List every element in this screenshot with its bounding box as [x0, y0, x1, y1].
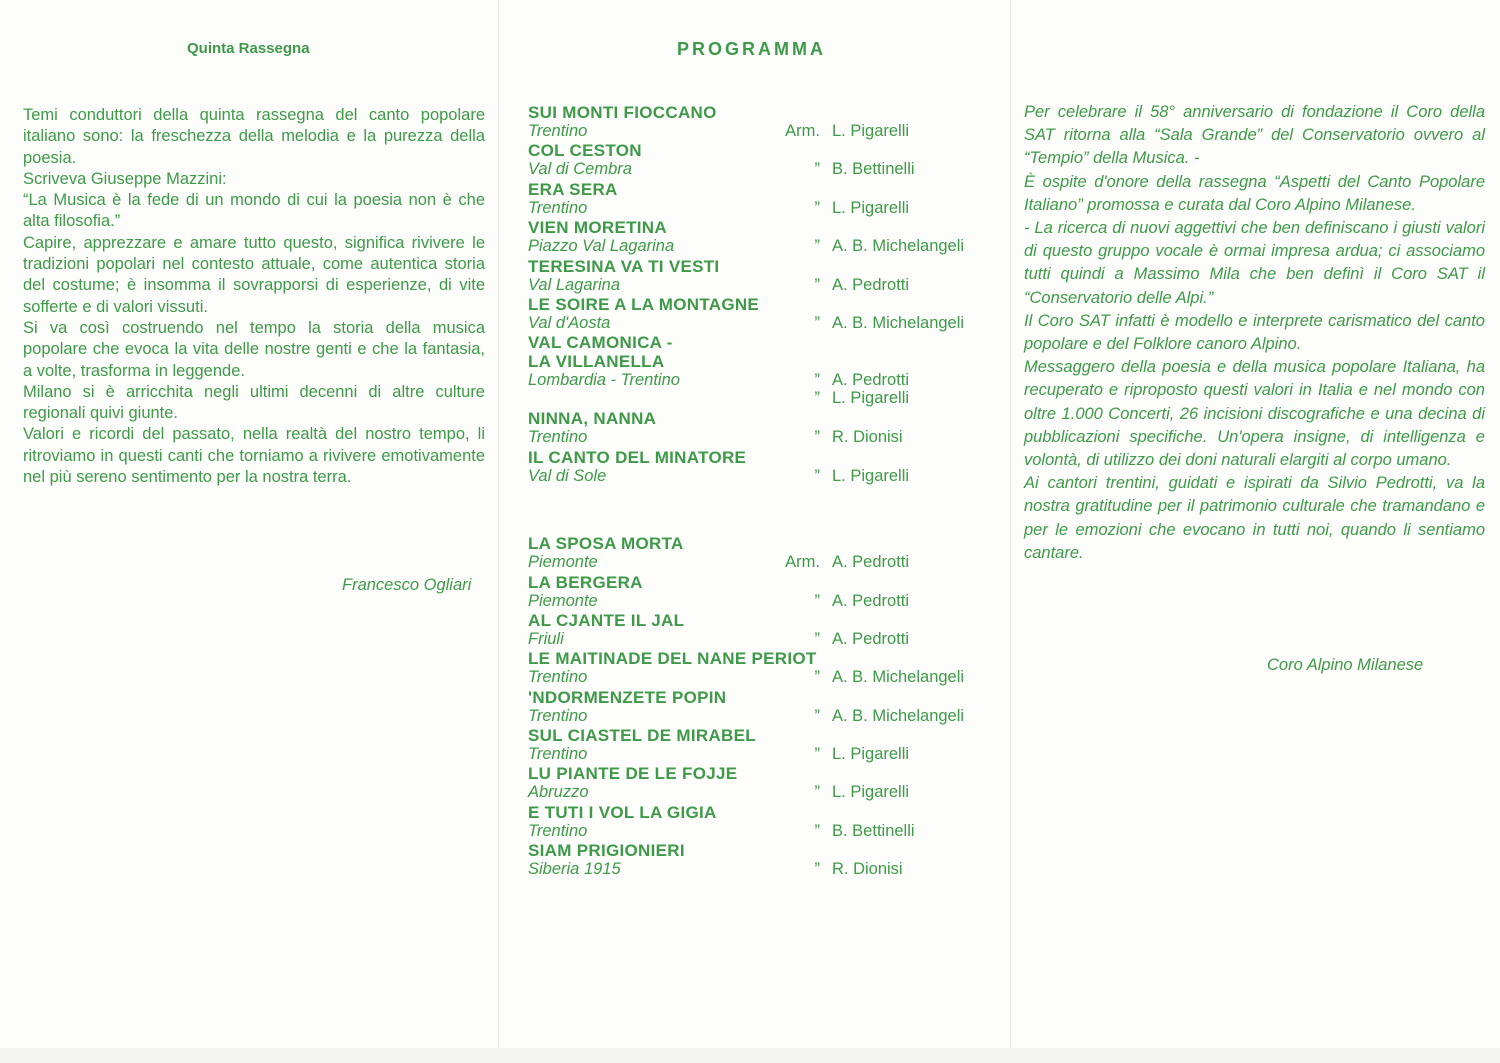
song-arranger: R. Dionisi [832, 428, 903, 447]
song-title: LE SOIRE A LA MONTAGNE [528, 294, 760, 314]
ditto-mark: ” [814, 428, 820, 447]
ditto-mark: ” [814, 860, 820, 879]
program-part-1b [528, 409, 998, 484]
song-entry [528, 726, 998, 763]
song-region: Piazzo Val Lagarina [528, 237, 675, 256]
song-title: LA VILLANELLA [528, 352, 665, 372]
ditto-mark: ” [814, 668, 820, 687]
left-paragraph: Capire, apprezzare e amare tutto questo, significa rivivere le tradizioni popolari nel contesto attuale, come autentica storia del costume; è insomma il sovrapporsi di esperienze, di vite sofferte e di valori vissuti. [23, 233, 485, 316]
song-entry [528, 409, 998, 446]
song-title: SIAM PRIGIONIERI [528, 841, 685, 861]
song-title: ERA SERA [528, 179, 618, 199]
fold-line-right [1010, 0, 1011, 1063]
ditto-mark: ” [814, 160, 820, 179]
ditto-mark: ” [814, 745, 820, 764]
song-title: LA SPOSA MORTA [528, 534, 684, 554]
program-part-2 [528, 534, 998, 878]
song-region: Trentino [528, 668, 588, 687]
song-arranger: A. Pedrotti [832, 553, 910, 572]
song-arranger: L. Pigarelli [832, 122, 910, 140]
ditto-mark: ” [814, 591, 820, 610]
song-arranger: L. Pigarelli [832, 198, 910, 217]
section-gap [528, 486, 998, 534]
song-entry [528, 218, 998, 255]
ditto-mark: ” [814, 629, 820, 648]
song-arranger: L. Pigarelli [832, 745, 910, 764]
left-paragraph: Milano si è arricchita negli ultimi decenni di altre culture regionali quivi giunte. [23, 382, 485, 423]
right-paragraph: Per celebrare il 58° anniversario di fondazione il Coro della SAT ritorna alla “Sala Grande” del Conservatorio ovvero al “Tempio” della Musica. - [1024, 103, 1485, 168]
song-entry [528, 448, 998, 485]
song-region: Trentino [528, 706, 588, 725]
song-region: Friuli [528, 629, 564, 648]
bottom-edge [0, 1048, 1500, 1063]
song-title: LE MAITINADE DEL NANE PERIOT [528, 649, 817, 669]
right-paragraph: È ospite d'onore della rassegna “Aspetti del Canto Popolare Italiano” promossa e curata dal Coro Alpino Milanese. [1024, 172, 1485, 214]
right-paragraph: Ai cantori trentini, guidati e ispirati da Silvio Pedrotti, va la nostra gratitudine per il patrimonio culturale che tramandano e per le emozioni che evocano in tutti noi, quando li sentiamo cantare. [1024, 474, 1485, 562]
left-panel-text [23, 105, 485, 488]
song-title: AL CJANTE IL JAL [528, 610, 685, 630]
song-arranger: A. Pedrotti [832, 591, 910, 610]
song-title: SUL CIASTEL DE MIRABEL [528, 726, 756, 746]
right-panel-text [1024, 101, 1485, 565]
song-arranger: A. B. Michelangeli [832, 668, 965, 687]
song-region: Trentino [528, 428, 588, 447]
song-region: Abruzzo [528, 783, 589, 802]
song-arranger: B. Bettinelli [832, 821, 915, 840]
song-region: Val Lagarina [528, 275, 621, 294]
song-arranger: L. Pigarelli [832, 783, 910, 802]
song-region: Piemonte [528, 553, 598, 572]
right-paragraph: Messaggero della poesia e della musica popolare Italiana, ha recuperato e riproposto questi valori in Italia e nel mondo con oltre 1.000 Concerti, 26 incisioni discografiche e una decina di pubblicazioni specifiche. Un'opera insigne, di intelligenza e volontà, di utilizzo dei doni naturali elargiti al corpo umano. [1024, 358, 1485, 470]
song-arranger: B. Bettinelli [832, 160, 915, 179]
song-region: Trentino [528, 745, 588, 764]
song-entry [528, 333, 998, 408]
ditto-mark: Arm. [785, 122, 820, 140]
right-paragraph: Il Coro SAT infatti è modello e interprete carismatico del canto popolare e del Folklore canoro Alpino. [1024, 311, 1485, 354]
song-title: IL CANTO DEL MINATORE [528, 447, 747, 467]
song-entry [528, 611, 998, 648]
ditto-mark: ” [814, 313, 820, 332]
song-arranger: A. Pedrotti [832, 371, 910, 390]
song-region: Val di Sole [528, 466, 607, 485]
song-entry [528, 180, 998, 217]
song-entry [528, 257, 998, 294]
programma-title: PROGRAMMA [677, 39, 826, 59]
song-entry [528, 295, 998, 332]
song-arranger: A. Pedrotti [832, 275, 910, 294]
ditto-mark: ” [814, 237, 820, 256]
song-entry [528, 649, 998, 686]
song-arranger: A. B. Michelangeli [832, 706, 965, 725]
right-paragraph: - La ricerca di nuovi aggettivi che ben definiscano i giusti valori di questo gruppo vocale è ormai impresa ardua; ci associamo tutti quindi a Massimo Mila che ben definì il Coro SAT il “Conservatorio delle Alpi.” [1024, 219, 1485, 307]
song-region: Piemonte [528, 591, 598, 610]
song-region: Siberia 1915 [528, 860, 621, 879]
left-panel-title: Quinta Rassegna [187, 40, 310, 57]
ditto-mark: ” [814, 275, 820, 294]
song-region: Trentino [528, 821, 588, 840]
fold-line-left [498, 0, 499, 1063]
ditto-mark: ” [814, 706, 820, 725]
song-entry [528, 141, 998, 178]
song-title: VAL CAMONICA - [528, 333, 673, 353]
left-signature: Francesco Ogliari [342, 576, 472, 594]
song-title: 'NDORMENZETE POPIN [528, 687, 727, 707]
song-title: E TUTI I VOL LA GIGIA [528, 802, 717, 822]
song-entry [528, 534, 998, 571]
right-signature: Coro Alpino Milanese [1267, 656, 1424, 674]
ditto-mark: ” [814, 783, 820, 802]
left-paragraph: Valori e ricordi del passato, nella realtà del nostro tempo, li ritroviamo in questi canti che torniamo a rivivere emotivamente nel più sereno sentimento per la nostra terra. [23, 425, 485, 487]
song-title: COL CESTON [528, 141, 642, 161]
ditto-mark: Arm. [785, 553, 820, 572]
song-region: Val di Cembra [528, 160, 632, 179]
song-title: SUI MONTI FIOCCANO [528, 103, 717, 122]
song-arranger: R. Dionisi [832, 860, 903, 879]
song-entry [528, 573, 998, 610]
song-list [528, 103, 998, 880]
song-entry [528, 841, 998, 878]
song-entry [528, 803, 998, 840]
song-title: TERESINA VA TI VESTI [528, 256, 720, 276]
song-arranger: A. B. Michelangeli [832, 313, 965, 332]
song-arranger: L. Pigarelli [832, 466, 910, 485]
song-arranger: A. Pedrotti [832, 629, 910, 648]
program-part-1 [528, 103, 998, 332]
song-entry [528, 764, 998, 801]
song-title: NINNA, NANNA [528, 409, 657, 429]
song-arranger: L. Pigarelli [832, 389, 910, 408]
song-entry [528, 688, 998, 725]
song-region: Lombardia - Trentino [528, 371, 680, 390]
song-region: Val d'Aosta [528, 313, 611, 332]
ditto-mark: ” [814, 821, 820, 840]
song-title: VIEN MORETINA [528, 218, 667, 238]
left-paragraph: Temi conduttori della quinta rassegna del canto popolare italiano sono: la freschezza della melodia e la purezza della poesia. [23, 106, 485, 167]
ditto-mark: ” [814, 371, 820, 390]
ditto-mark: ” [814, 466, 820, 485]
song-entry [528, 103, 998, 140]
left-paragraph: “La Musica è la fede di un mondo di cui la poesia non è che alta filosofia.” [23, 191, 485, 231]
left-paragraph: Si va così costruendo nel tempo la storia della musica popolare che evoca la vita delle nostre genti e che la fantasia, a volte, trasforma in leggende. [23, 318, 485, 380]
song-region: Trentino [528, 198, 588, 217]
song-arranger: A. B. Michelangeli [832, 237, 965, 256]
song-title: LA BERGERA [528, 572, 643, 592]
left-paragraph: Scriveva Giuseppe Mazzini: [23, 169, 227, 188]
ditto-mark: ” [814, 389, 820, 408]
ditto-mark: ” [814, 198, 820, 217]
song-region: Trentino [528, 122, 588, 140]
song-title: LU PIANTE DE LE FOJJE [528, 764, 738, 784]
